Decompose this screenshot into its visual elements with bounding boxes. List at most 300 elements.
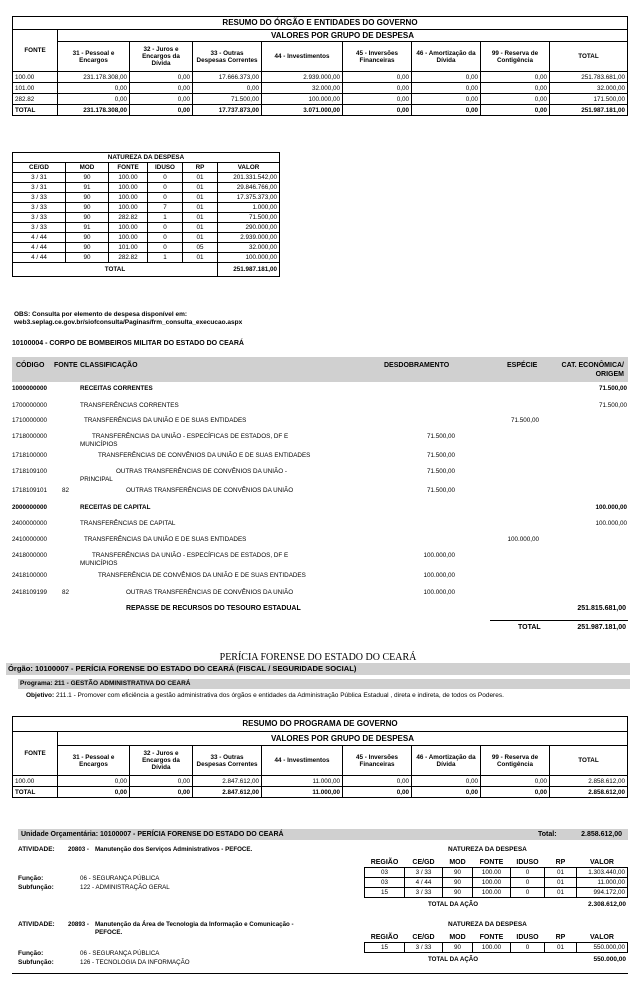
subfuncao-value: 126 - TECNOLOGIA DA INFORMAÇÃO (80, 959, 190, 966)
table-cell: 1 (148, 253, 183, 263)
table-cell: 0,00 (412, 94, 481, 105)
total-acao-label: TOTAL DA AÇÃO (428, 956, 479, 963)
classificacao-header (12, 357, 628, 382)
table-cell: 90 (66, 193, 109, 203)
table-cell: 11.000,00 (577, 878, 628, 888)
classificacao-row (12, 487, 627, 501)
col-46: 46 - Amortização da Dívida (412, 42, 481, 72)
table-cell: 282.82 (13, 94, 58, 105)
table-cell: 100.00 (473, 943, 511, 953)
nat-header: VALOR (577, 858, 628, 868)
atividade-desc: Manutenção dos Serviços Administrativos - PEFOCE. (95, 846, 253, 853)
table-cell: 231.178.308,00 (58, 72, 130, 83)
col-45: 45 - Inversões Financeiras (343, 746, 412, 776)
resumo-programa-title: RESUMO DO PROGRAMA DE GOVERNO (12, 716, 628, 731)
subfuncao-value: 122 - ADMINISTRAÇÃO GERAL (80, 884, 170, 891)
table-cell: 100.000,00 (262, 94, 343, 105)
total-acao-label: TOTAL DA AÇÃO (428, 901, 479, 908)
total-acao-value: 2.308.612,00 (588, 901, 626, 908)
natureza-total-label: TOTAL (13, 263, 218, 277)
nat-header: REGIÃO (365, 858, 405, 868)
table-cell: 0,00 (130, 83, 193, 94)
col-44: 44 - Investimentos (262, 746, 343, 776)
classificacao-row (12, 402, 627, 416)
table-cell: 90 (443, 943, 473, 953)
table-cell: 1.303.440,00 (577, 868, 628, 878)
table-row (13, 173, 280, 183)
table-cell: 1 (148, 213, 183, 223)
col-fonte: FONTE (13, 30, 58, 72)
table-cell: 3 / 31 (13, 183, 66, 193)
table-cell: 4 / 44 (13, 243, 66, 253)
table-cell: 100.00 (109, 233, 148, 243)
table-cell: 0,00 (412, 72, 481, 83)
repasse-label: REPASSE DE RECURSOS DO TESOURO ESTADUAL (126, 605, 301, 612)
table-cell: 3 / 33 (405, 868, 443, 878)
col-32: 32 - Juros e Encargos da Dívida (130, 42, 193, 72)
classificacao-row (12, 385, 627, 399)
codigo: 2400000000 (12, 520, 48, 527)
desdobramento: 100.000,00 (423, 552, 455, 559)
total-cell: 0,00 (343, 105, 412, 116)
table-row (13, 253, 280, 263)
table-cell: 03 (365, 868, 405, 878)
table-cell: 15 (365, 888, 405, 898)
unidade-bar (18, 829, 628, 840)
table-cell: 0,00 (412, 776, 481, 787)
codigo: 1718109100 (12, 468, 48, 475)
col-99: 99 - Reserva de Contigência (481, 746, 550, 776)
table-cell: 90 (66, 173, 109, 183)
funcao-label: Função: (18, 950, 44, 957)
total-cell: 2.858.612,00 (550, 787, 628, 798)
table-cell: 101.00 (13, 83, 58, 94)
codigo: 1000000000 (12, 385, 48, 392)
atividade-desc: Manutenção da Área de Tecnologia da Informação e Comunicação - PEFOCE. (95, 921, 294, 936)
codigo: 2418100000 (12, 572, 48, 579)
pericia-heading: PERÍCIA FORENSE DO ESTADO DO CEARÁ (219, 652, 417, 663)
table-cell: 0 (148, 223, 183, 233)
table-cell: 01 (545, 868, 577, 878)
table-cell: 0,00 (130, 94, 193, 105)
table-row (13, 193, 280, 203)
col-total: TOTAL (550, 42, 628, 72)
table-row (13, 83, 628, 94)
nat-header: FONTE (473, 858, 511, 868)
table-cell: 90 (443, 878, 473, 888)
col-mod: MOD (66, 163, 109, 173)
classificacao-desc-cont: MUNICÍPIOS (80, 441, 118, 448)
table-row (13, 213, 280, 223)
table-row (13, 203, 280, 213)
header-fonte: FONTE (54, 362, 78, 369)
table-cell: 0 (511, 888, 545, 898)
table-cell: 17.666.373,00 (193, 72, 262, 83)
unidade-total-value: 2.858.612,00 (581, 831, 622, 838)
table-cell: 100.00 (109, 203, 148, 213)
natureza-despesa-table (12, 152, 280, 277)
col-31: 31 - Pessoal e Encargos (58, 42, 130, 72)
table-cell: 282.82 (109, 213, 148, 223)
table-cell: 2.858.612,00 (550, 776, 628, 787)
table-cell: 2.939.000,00 (218, 233, 280, 243)
total-cell: TOTAL (13, 105, 58, 116)
desdobramento: 71.500,00 (426, 433, 455, 440)
table-cell: 90 (66, 233, 109, 243)
table-row (365, 878, 628, 888)
nat-header: RP (545, 858, 577, 868)
atividade-label: ATIVIDADE: (18, 846, 55, 853)
total-cell: 0,00 (343, 787, 412, 798)
table-cell: 01 (545, 943, 577, 953)
cat-economica: 71.500,00 (598, 402, 627, 409)
header-especie: ESPÉCIE (507, 362, 538, 369)
table-cell: 100.00 (109, 173, 148, 183)
table-row (13, 94, 628, 105)
table-cell: 282.82 (109, 253, 148, 263)
table-cell: 90 (443, 868, 473, 878)
table-cell: 3 / 31 (13, 173, 66, 183)
classificacao-row (12, 417, 627, 431)
table-cell: 32.000,00 (550, 83, 628, 94)
classificacao-desc: RECEITAS DE CAPITAL (80, 504, 151, 511)
codigo: 2418109199 (12, 589, 48, 596)
valores-title: VALORES POR GRUPO DE DESPESA (58, 30, 628, 42)
desdobramento: 71.500,00 (426, 487, 455, 494)
classificacao-row (12, 552, 627, 566)
nat-header: CE/GD (405, 933, 443, 943)
codigo: 1718000000 (12, 433, 48, 440)
atividade-code: 20803 - (68, 846, 89, 853)
col-32: 32 - Juros e Encargos da Dívida (130, 746, 193, 776)
obs-note (14, 311, 242, 327)
nat-header: MOD (443, 858, 473, 868)
table-row (13, 776, 628, 787)
table-cell: 290.000,00 (218, 223, 280, 233)
classificacao-desc: TRANSFERÊNCIAS DA UNIÃO - ESPECÍFICAS DE ESTADOS, DF E (92, 433, 289, 440)
nat-header: VALOR (577, 933, 628, 943)
table-cell: 2.847.612,00 (193, 776, 262, 787)
table-cell: 01 (183, 183, 218, 193)
table-cell: 0,00 (481, 94, 550, 105)
objetivo-text: 211.1 - Promover com eficiência a gestão administrativa dos órgãos e entidades da Administração Pública Estadual , direta e indireta, de todos os Poderes. (55, 692, 504, 699)
col-33: 33 - Outras Despesas Correntes (193, 42, 262, 72)
table-cell: 251.783.681,00 (550, 72, 628, 83)
classificacao-desc-cont: PRINCIPAL (80, 476, 113, 483)
table-cell: 7 (148, 203, 183, 213)
total-cell: 251.987.181,00 (550, 105, 628, 116)
table-cell: 32.000,00 (262, 83, 343, 94)
total-cell: 0,00 (412, 787, 481, 798)
total-cell: 11.000,00 (262, 787, 343, 798)
table-cell: 4 / 44 (13, 233, 66, 243)
table-row (365, 888, 628, 898)
table-cell: 0 (148, 183, 183, 193)
table-cell: 0,00 (481, 72, 550, 83)
col-valor: VALOR (218, 163, 280, 173)
table-cell: 0,00 (130, 72, 193, 83)
obs-link[interactable]: web3.seplag.ce.gov.br/siofconsulta/Paginas/frm_consulta_execucao.aspx (14, 319, 243, 326)
table-cell: 01 (545, 878, 577, 888)
classificacao-row (12, 572, 627, 586)
col-33: 33 - Outras Despesas Correntes (193, 746, 262, 776)
table-cell: 100.000,00 (218, 253, 280, 263)
resumo-programa-table (12, 731, 628, 798)
table-row (13, 233, 280, 243)
table-row (13, 72, 628, 83)
classificacao-row (12, 504, 627, 518)
total-cell: 231.178.308,00 (58, 105, 130, 116)
natureza-title: NATUREZA DA DESPESA (13, 153, 280, 163)
table-cell: 90 (66, 253, 109, 263)
col-99: 99 - Reserva de Contigência (481, 42, 550, 72)
codigo: 1710000000 (12, 417, 48, 424)
col-rp: RP (183, 163, 218, 173)
natureza-title: NATUREZA DA DESPESA (448, 921, 527, 928)
table-cell: 05 (183, 243, 218, 253)
total-cell: 0,00 (481, 787, 550, 798)
classificacao-desc: TRANSFERÊNCIAS CORRENTES (80, 402, 179, 409)
cat-economica: 100.000,00 (595, 520, 627, 527)
table-cell: 0 (148, 173, 183, 183)
table-cell: 0,00 (130, 776, 193, 787)
table-cell: 90 (66, 203, 109, 213)
desdobramento: 100.000,00 (423, 589, 455, 596)
table-cell: 550.000,00 (577, 943, 628, 953)
table-cell: 0,00 (343, 83, 412, 94)
valores-title: VALORES POR GRUPO DE DESPESA (58, 732, 628, 746)
orgao-pericia-bar: Órgão: 10100007 - PERÍCIA FORENSE DO ESTADO DO CEARÁ (FISCAL / SEGURIDADE SOCIAL) (6, 663, 630, 675)
total-cell: 0,00 (58, 787, 130, 798)
table-row (13, 223, 280, 233)
atividade-label: ATIVIDADE: (18, 921, 55, 928)
classificacao-desc: RECEITAS CORRENTES (80, 385, 153, 392)
codigo: 1700000000 (12, 402, 48, 409)
table-row (13, 183, 280, 193)
col-total: TOTAL (550, 746, 628, 776)
table-cell: 100.00 (13, 72, 58, 83)
header-codigo: CÓDIGO (16, 362, 45, 369)
table-cell: 90 (66, 213, 109, 223)
col-45: 45 - Inversões Financeiras (343, 42, 412, 72)
table-cell: 11.000,00 (262, 776, 343, 787)
table-cell: 0 (148, 243, 183, 253)
classif-total-label: TOTAL (518, 624, 541, 631)
classif-total-value: 251.987.181,00 (577, 624, 626, 631)
nat-header: IDUSO (511, 858, 545, 868)
table-cell: 0,00 (481, 776, 550, 787)
table-cell: 0,00 (193, 83, 262, 94)
table-cell: 3 / 33 (13, 213, 66, 223)
table-cell: 3 / 33 (405, 888, 443, 898)
obs-line1: OBS: Consulta por elemento de despesa disponível em: (14, 311, 188, 318)
desdobramento: 71.500,00 (426, 452, 455, 459)
table-cell: 90 (443, 888, 473, 898)
resumo-orgao-table (12, 29, 628, 116)
subfuncao-label: Subfunção: (18, 959, 54, 966)
table-cell: 0,00 (343, 776, 412, 787)
table-cell: 91 (66, 223, 109, 233)
total-cell: 0,00 (481, 105, 550, 116)
table-cell: 100.00 (473, 888, 511, 898)
table-cell: 01 (183, 253, 218, 263)
table-cell: 01 (183, 223, 218, 233)
classificacao-desc: OUTRAS TRANSFERÊNCIAS DE CONVÊNIOS DA UNIÃO (126, 589, 294, 596)
table-cell: 0 (511, 878, 545, 888)
table-cell: 01 (545, 888, 577, 898)
funcao-value: 06 - SEGURANÇA PÚBLICA (80, 875, 160, 882)
classificacao-row (12, 468, 627, 482)
table-cell: 0,00 (481, 83, 550, 94)
classificacao-row (12, 589, 627, 603)
desdobramento: 71.500,00 (426, 468, 455, 475)
table-cell: 29.846.766,00 (218, 183, 280, 193)
table-cell: 3 / 33 (13, 193, 66, 203)
table-cell: 71.500,00 (193, 94, 262, 105)
total-cell: 3.071.000,00 (262, 105, 343, 116)
table-cell: 0 (511, 868, 545, 878)
col-cegd: CE/GD (13, 163, 66, 173)
atividade-natureza-table (364, 858, 628, 898)
classificacao-desc: TRANSFERÊNCIAS DE CAPITAL (80, 520, 176, 527)
table-cell: 01 (183, 203, 218, 213)
classificacao-row (12, 452, 627, 466)
funcao-value: 06 - SEGURANÇA PÚBLICA (80, 950, 160, 957)
total-acao-value: 550.000,00 (593, 956, 626, 963)
col-31: 31 - Pessoal e Encargos (58, 746, 130, 776)
total-row (13, 787, 628, 798)
classificacao-row (12, 520, 627, 534)
table-cell: 100.00 (109, 183, 148, 193)
classificacao-desc: OUTRAS TRANSFERÊNCIAS DE CONVÊNIOS DA UNIÃO (126, 487, 294, 494)
table-cell: 0,00 (58, 94, 130, 105)
programa-bar: Programa: 211 - GESTÃO ADMINISTRATIVA DO CEARÁ (18, 679, 630, 689)
table-cell: 0 (148, 193, 183, 203)
table-row (365, 868, 628, 878)
repasse-value: 251.815.681,00 (577, 605, 626, 612)
table-cell: 71.500,00 (218, 213, 280, 223)
table-cell: 3 / 33 (405, 943, 443, 953)
nat-header: REGIÃO (365, 933, 405, 943)
orgao-bombeiros-title: 10100004 - CORPO DE BOMBEIROS MILITAR DO ESTADO DO CEARÁ (12, 340, 244, 347)
table-cell: 01 (183, 193, 218, 203)
total-cell: 0,00 (412, 105, 481, 116)
table-cell: 01 (183, 233, 218, 243)
table-cell: 0,00 (58, 776, 130, 787)
atividade-natureza-table (364, 933, 628, 953)
especie: 71.500,00 (510, 417, 539, 424)
table-cell: 0,00 (343, 72, 412, 83)
header-origem: ORIGEM (595, 371, 624, 378)
natureza-total-value: 251.987.181,00 (218, 263, 280, 277)
header-classificacao: CLASSIFICAÇÃO (80, 362, 138, 369)
nat-header: IDUSO (511, 933, 545, 943)
col-fonte: FONTE (109, 163, 148, 173)
nat-header: RP (545, 933, 577, 943)
classificacao-row (12, 536, 627, 550)
desdobramento: 100.000,00 (423, 572, 455, 579)
table-cell: 15 (365, 943, 405, 953)
codigo: 1718109101 (12, 487, 48, 494)
col-iduso: IDUSO (148, 163, 183, 173)
resumo-orgao-title: RESUMO DO ÓRGÃO E ENTIDADES DO GOVERNO (12, 16, 628, 29)
col-46: 46 - Amortização da Dívida (412, 746, 481, 776)
classificacao-desc: OUTRAS TRANSFERÊNCIAS DE CONVÊNIOS DA UNIÃO - (116, 468, 287, 475)
nat-header: FONTE (473, 933, 511, 943)
classificacao-desc: TRANSFERÊNCIAS DA UNIÃO - ESPECÍFICAS DE ESTADOS, DF E (92, 552, 289, 559)
objetivo-line (26, 692, 504, 699)
table-cell: 3 / 33 (13, 223, 66, 233)
table-cell: 01 (183, 173, 218, 183)
nat-header: CE/GD (405, 858, 443, 868)
natureza-title: NATUREZA DA DESPESA (448, 846, 527, 853)
header-cat-economica: CAT. ECONÔMICA/ (561, 362, 624, 369)
objetivo-label: Objetivo: (26, 692, 55, 699)
unidade-total-label: Total: (538, 831, 557, 838)
table-cell: 1.000,00 (218, 203, 280, 213)
table-cell: 171.500,00 (550, 94, 628, 105)
table-cell: 100.00 (13, 776, 58, 787)
table-cell: 90 (66, 243, 109, 253)
classificacao-desc: TRANSFERÊNCIA DE CONVÊNIOS DA UNIÃO E DE SUAS ENTIDADES (98, 572, 306, 579)
table-cell: 994.172,00 (577, 888, 628, 898)
total-cell: 0,00 (130, 105, 193, 116)
table-cell: 17.375.373,00 (218, 193, 280, 203)
funcao-label: Função: (18, 875, 44, 882)
table-cell: 0,00 (343, 94, 412, 105)
unidade-label: Unidade Orçamentária: 10100007 - PERÍCIA FORENSE DO ESTADO DO CEARÁ (21, 831, 284, 838)
table-cell: 100.00 (473, 878, 511, 888)
total-cell: 17.737.873,00 (193, 105, 262, 116)
header-desdobramento: DESDOBRAMENTO (384, 362, 450, 369)
total-cell: 0,00 (130, 787, 193, 798)
codigo: 2410000000 (12, 536, 48, 543)
table-cell: 2.939.000,00 (262, 72, 343, 83)
table-cell: 101.00 (109, 243, 148, 253)
codigo: 1718100000 (12, 452, 48, 459)
classificacao-desc: TRANSFERÊNCIAS DA UNIÃO E DE SUAS ENTIDADES (84, 536, 247, 543)
table-cell: 100.00 (109, 223, 148, 233)
nat-header: MOD (443, 933, 473, 943)
table-row (13, 243, 280, 253)
classificacao-desc: TRANSFERÊNCIAS DA UNIÃO E DE SUAS ENTIDADES (84, 417, 247, 424)
total-row (13, 105, 628, 116)
col-44: 44 - Investimentos (262, 42, 343, 72)
table-cell: 100.00 (473, 868, 511, 878)
table-cell: 01 (183, 213, 218, 223)
table-cell: 0,00 (58, 83, 130, 94)
table-row (365, 943, 628, 953)
table-cell: 4 / 44 (405, 878, 443, 888)
codigo: 2418000000 (12, 552, 48, 559)
cat-economica: 100.000,00 (595, 504, 627, 511)
codigo: 2000000000 (12, 504, 48, 511)
col-fonte: FONTE (13, 732, 58, 776)
table-cell: 91 (66, 183, 109, 193)
fonte: 82 (62, 589, 70, 596)
especie: 100.000,00 (507, 536, 539, 543)
table-cell: 3 / 33 (13, 203, 66, 213)
table-cell: 03 (365, 878, 405, 888)
table-cell: 201.331.542,00 (218, 173, 280, 183)
classificacao-desc-cont: MUNICÍPIOS (80, 560, 118, 567)
table-cell: 0 (511, 943, 545, 953)
cat-economica: 71.500,00 (598, 385, 627, 392)
classificacao-desc: TRANSFERÊNCIAS DE CONVÊNIOS DA UNIÃO E DE SUAS ENTIDADES (98, 452, 311, 459)
atividade-code: 20893 - (68, 921, 89, 928)
total-cell: TOTAL (13, 787, 58, 798)
table-cell: 32.000,00 (218, 243, 280, 253)
